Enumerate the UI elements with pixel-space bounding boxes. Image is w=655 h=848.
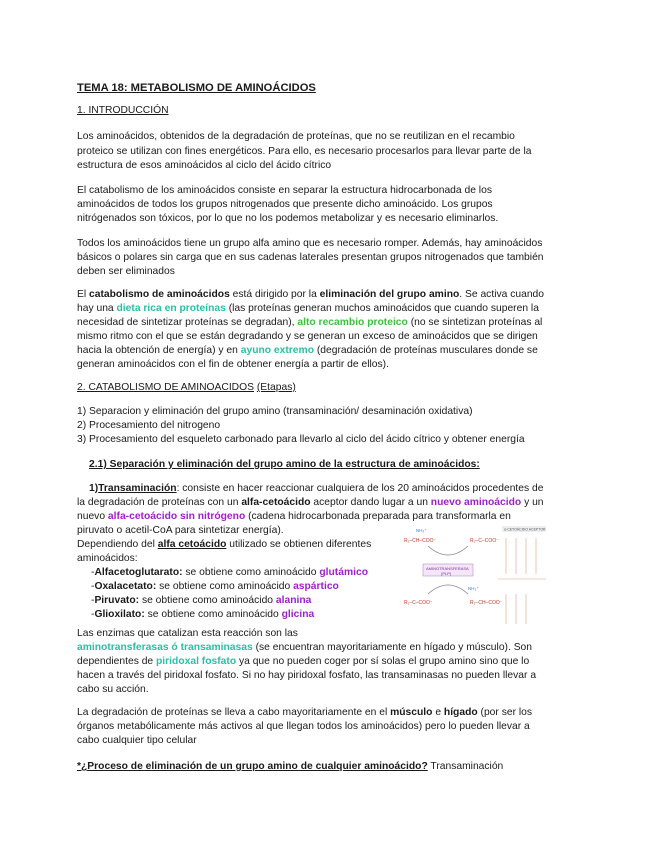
intro-p1-line: Los aminoácidos, obtenidos de la degradación de proteínas, que no se reutilizan en el recambio [77, 131, 515, 142]
transamination-line-3: nuevo alfa-cetoácido sin nitrógeno (cadena hidrocarbonada preparada para transformarla en [77, 511, 511, 522]
key-term: eliminación del grupo amino [319, 289, 460, 300]
step-item: 2) Procesamiento del nitrogeno [77, 420, 221, 431]
transamination-line-1: 1)Transaminación: consiste en hacer reaccionar cualquiera de los 20 aminoácidos procedentes de [89, 483, 544, 494]
highlight-term: dieta rica en proteínas [116, 303, 226, 314]
transamination-line-6: aminoácidos: [77, 553, 138, 564]
diagram-amino-acid: R₁–CH–COO⁻ [404, 538, 437, 544]
catabolism-line-2: hay una dieta rica en proteínas (las proteínas generan muchos aminoácidos que cuando superen la [77, 303, 539, 314]
enzymes-line-3: dependientes de piridoxal fosfato ya que no pueden coger por sí solas el grupo amino sino que lo [77, 656, 530, 667]
transamination-diagram [398, 524, 548, 632]
key-term: alfa-cetoácido [241, 497, 311, 508]
keto-pair-item: -Alfacetoglutarato: se obtiene como aminoácido glutámico [91, 567, 368, 578]
intro-p3-line: básicos o polares sin carga que en sus cadenas laterales presentan grupos nitrogenados que también [77, 252, 544, 263]
diagram-enzyme-label: AMINOTRANSFERASA [426, 566, 469, 571]
highlight-term: aminotransferasas ó transaminasas [77, 642, 253, 653]
keto-pair-item: -Glioxilato: se obtiene como aminoácido glicina [91, 609, 315, 620]
page-title: TEMA 18: METABOLISMO DE AMINOÁCIDOS [77, 82, 316, 94]
subsection-heading: 2.1) Separación y eliminación del grupo amino de la estructura de aminoácidos: [89, 459, 480, 470]
enzymes-line-1: Las enzimas que catalizan esta reacción son las [77, 628, 298, 639]
key-term: músculo [390, 707, 433, 718]
transamination-line-4: piruvato o acetil-CoA para sintetizar energía). [77, 525, 284, 536]
degradation-line-3: cabo cualquier tipo celular [77, 735, 197, 746]
question-text: *¿Proceso de eliminación de un grupo amino de cualquier aminoácido? [77, 761, 428, 772]
enzymes-line-5: cabo su acción. [77, 684, 149, 695]
degradation-line-1: La degradación de proteínas se lleva a cabo mayoritariamente en el músculo e hígado (por ser los [77, 707, 533, 718]
step-item: 3) Procesamiento del esqueleto carbonado para llevarlo al ciclo del ácido cítrico y obtener energía [77, 434, 525, 445]
keto-pair-item: -Piruvato: se obtiene como aminoácido alanina [91, 595, 312, 606]
enzymes-line-2: aminotransferasas ó transaminasas (se encuentran mayoritariamente en hígado y músculo). Son [77, 642, 533, 653]
degradation-line-2: órganos metabólicamente más activos al que llegan todos los aminoácidos) pero lo pueden llevar a [77, 721, 530, 732]
intro-p2-line: nitrógenados son tóxicos, por lo que no los podemos metabolizar y es necesario eliminarlos. [77, 213, 499, 224]
diagram-cofactor-label: (PLP) [441, 571, 452, 576]
section1-heading: 1. INTRODUCCIÓN [77, 105, 169, 116]
key-term: catabolismo de aminoácidos [89, 289, 230, 300]
diagram-nh3-top: NH₃⁺ [416, 528, 427, 533]
enzymes-line-4: hacen a través del piridoxal fosfato. Si no hay piridoxal fosfato, las transaminasas no pueden llevar a [77, 670, 537, 681]
intro-p1-line: proteico se utilizan con fines energéticos. Para ello, es necesario procesarlos para llevar parte de la [77, 146, 532, 157]
transamination-line-5: Dependiendo del alfa cetoácido utilizado se obtienen diferentes [77, 539, 372, 550]
question-line [77, 760, 503, 774]
catabolism-line-4: mismo ritmo con el que se están degradando y se generan un exceso de aminoácidos que se dirigen [77, 331, 538, 342]
key-term: alfa cetoácido [157, 539, 227, 550]
highlight-term: nuevo aminoácido [430, 497, 522, 508]
catabolism-line-3: necesidad de sintetizar proteínas se degradan), alto recambio proteico (no se sintetizan proteínas al [77, 317, 543, 328]
highlight-term: piridoxal fosfato [156, 656, 237, 667]
highlight-term: alto recambio proteico [297, 317, 408, 328]
intro-p1-line: estructura de esos aminoácidos al ciclo del ácido cítrico [77, 160, 332, 171]
diagram-legend: α-CETOÁCIDO ACEPTOR [504, 527, 546, 532]
key-term: hígado [443, 707, 478, 718]
question-answer: Transaminación [427, 761, 504, 772]
diagram-amino-product: R₂–CH–COO⁻ [470, 600, 503, 606]
transamination-line-2: la degradación de proteínas con un alfa-cetoácido aceptor dando lugar a un nuevo aminoácido y un [77, 497, 544, 508]
catabolism-line-1: El catabolismo de aminoácidos está dirigido por la eliminación del grupo amino. Se activa cuando [77, 289, 544, 300]
diagram-keto-acid: R₂–C–COO⁻ [470, 538, 499, 544]
intro-p3-line: Todos los aminoácidos tiene un grupo alfa amino que es necesario romper. Además, hay aminoácidos [77, 238, 543, 249]
diagram-nh3-bottom: NH₃⁺ [468, 586, 479, 591]
step-item: 1) Separacion y eliminación del grupo amino (transaminación/ desaminación oxidativa) [77, 406, 473, 417]
key-term: Transaminación [98, 483, 177, 494]
catabolism-line-6: generan aminoácidos con el fin de obtener energía a partir de ellos). [77, 359, 389, 370]
intro-p2-line: El catabolismo de los aminoácidos consiste en separar la estructura hidrocarbonada de los [77, 185, 492, 196]
keto-pair-item: -Oxalacetato: se obtiene como aminoácido aspártico [91, 581, 339, 592]
intro-p3-line: deben ser eliminados [77, 266, 175, 277]
highlight-term: ayuno extremo [240, 345, 314, 356]
section2-heading: 2. CATABOLISMO DE AMINOACIDOS (Etapas) [77, 382, 296, 393]
catabolism-line-5: hacia la obtención de energía) y en ayuno extremo (degradación de proteínas musculares donde se [77, 345, 538, 356]
diagram-keto-product: R₁–C–COO⁻ [404, 600, 433, 606]
intro-p2-line: aminoácidos de todos los grupos nitrogenados que presente dicho aminoácido. Los grupos [77, 199, 493, 210]
highlight-term: alfa-cetoácido sin nitrógeno [107, 511, 246, 522]
